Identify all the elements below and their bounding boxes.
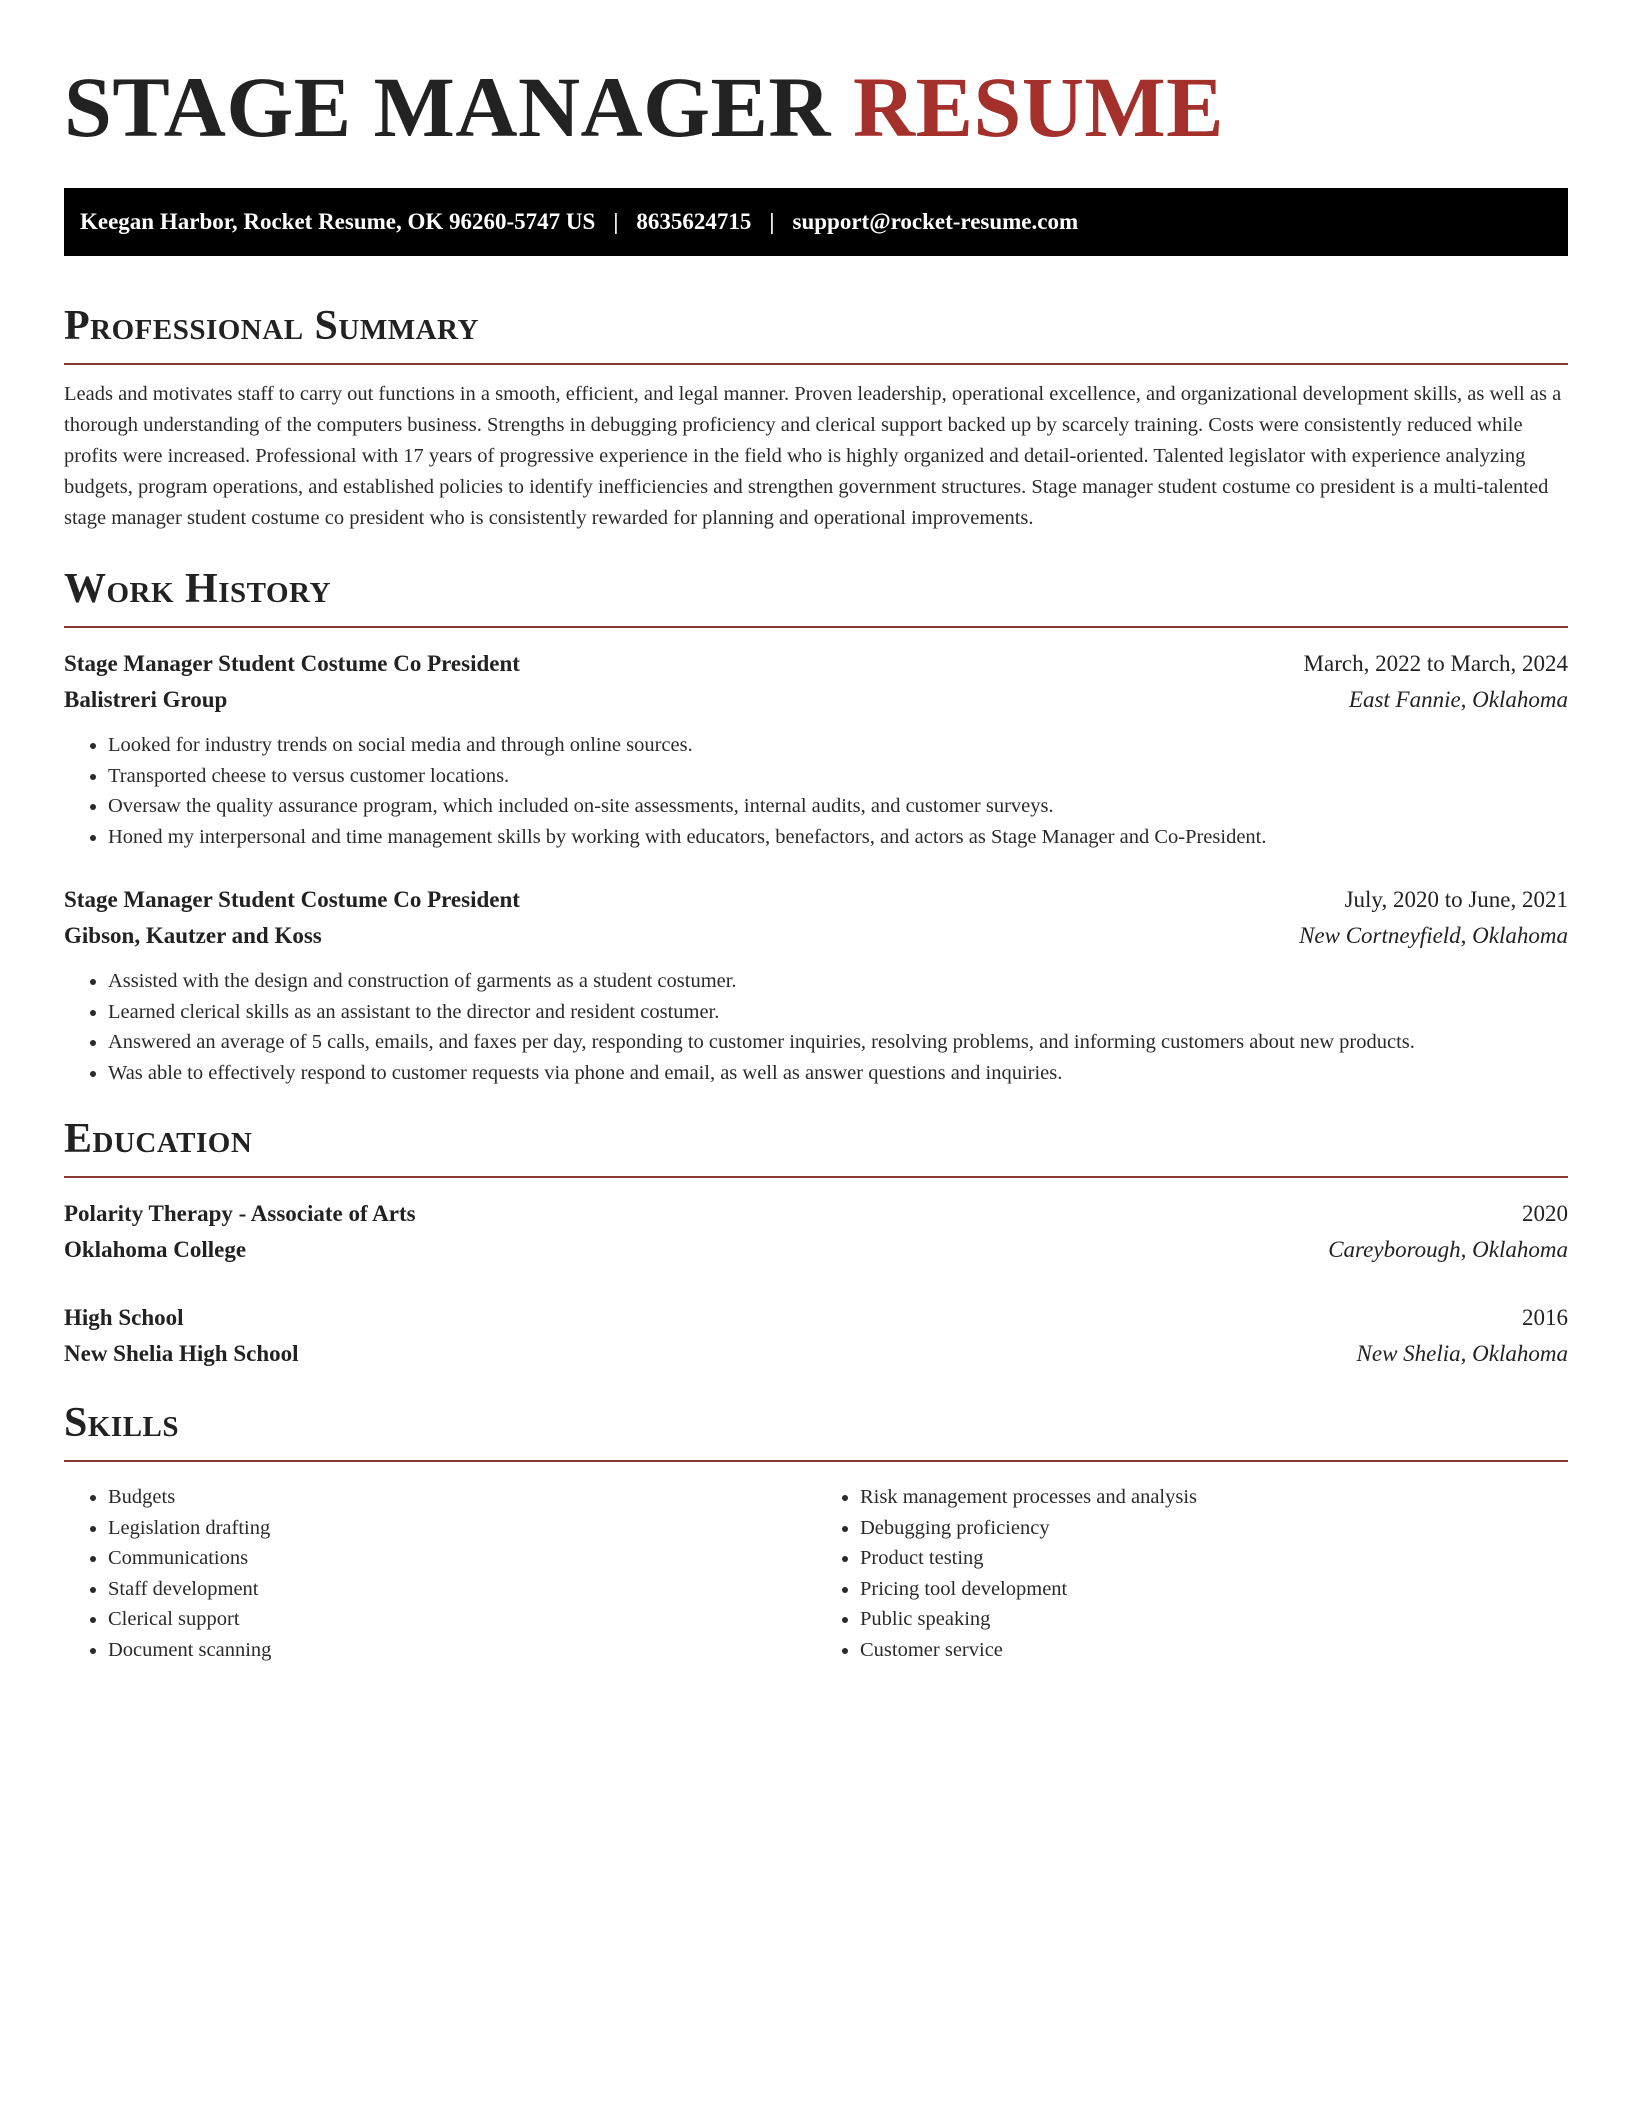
job-location: New Cortneyfield, Oklahoma <box>1299 923 1568 948</box>
education-location: New Shelia, Oklahoma <box>1356 1341 1568 1366</box>
job-bullet: • Looked for industry trends on social media and through online sources. <box>108 730 1568 761</box>
contact-email: support@rocket-resume.com <box>792 209 1079 234</box>
skills-section <box>64 1402 1568 1665</box>
summary-section <box>64 305 1568 534</box>
section-divider <box>64 363 1568 365</box>
work-history-heading: Work History <box>64 566 331 612</box>
education-degree-row <box>64 1196 1568 1232</box>
job-bullet: • Transported cheese to versus customer locations. <box>108 761 1568 792</box>
job-dates: July, 2020 to June, 2021 <box>1344 887 1568 912</box>
job-bullet: • Learned clerical skills as an assistant to the director and resident costumer. <box>108 997 1568 1028</box>
job-dates: March, 2022 to March, 2024 <box>1303 651 1568 676</box>
job-bullet: • Was able to effectively respond to customer requests via phone and email, as well as answer questions and inquiries. <box>108 1058 1568 1089</box>
job-company: Gibson, Kautzer and Koss <box>64 923 322 948</box>
skill-item: • Clerical support <box>108 1604 816 1635</box>
title-role: STAGE MANAGER <box>64 59 832 155</box>
section-divider <box>64 626 1568 628</box>
job-bullet: • Answered an average of 5 calls, emails, and faxes per day, responding to customer inquiries, resolving problems, and informing customers about new products. <box>108 1027 1568 1058</box>
resume-title <box>64 59 1568 155</box>
skill-item: • Communications <box>108 1543 816 1574</box>
job-bullet: • Assisted with the design and construction of garments as a student costumer. <box>108 966 1568 997</box>
education-degree: Polarity Therapy - Associate of Arts <box>64 1201 416 1226</box>
contact-phone: 8635624715 <box>636 209 752 234</box>
contact-separator: | <box>769 209 775 234</box>
skills-columns <box>64 1480 1568 1665</box>
job-title: Stage Manager Student Costume Co President <box>64 651 520 676</box>
skill-item: • Risk management processes and analysis <box>860 1482 1568 1513</box>
job-bullets <box>64 730 1568 852</box>
job-company: Balistreri Group <box>64 687 228 712</box>
job-entry <box>64 882 1568 1088</box>
education-school: Oklahoma College <box>64 1237 247 1262</box>
education-degree-row <box>64 1300 1568 1336</box>
education-year: 2020 <box>1522 1201 1568 1226</box>
contact-address: Keegan Harbor, Rocket Resume, OK 96260-5747 US <box>80 209 596 234</box>
contact-bar <box>64 188 1568 256</box>
section-divider <box>64 1176 1568 1178</box>
education-school-row <box>64 1336 1568 1372</box>
education-year: 2016 <box>1522 1305 1568 1330</box>
job-title: Stage Manager Student Costume Co President <box>64 887 520 912</box>
skill-item: • Debugging proficiency <box>860 1513 1568 1544</box>
education-degree: High School <box>64 1305 184 1330</box>
skill-item: • Staff development <box>108 1574 816 1605</box>
summary-heading: Professional Summary <box>64 303 479 349</box>
job-company-row <box>64 918 1568 954</box>
skills-heading: Skills <box>64 1400 180 1446</box>
skills-list-left <box>64 1482 816 1665</box>
job-header-row <box>64 882 1568 918</box>
title-resume-word: RESUME <box>853 59 1224 155</box>
work-history-section <box>64 568 1568 1088</box>
skill-item: • Customer service <box>860 1635 1568 1666</box>
education-school-row <box>64 1232 1568 1268</box>
section-divider <box>64 1460 1568 1462</box>
summary-text: Leads and motivates staff to carry out functions in a smooth, efficient, and legal manner. Proven leadership, operational excellence, and organizational development skills, as well as a thorough understanding of the computers business. Strengths in debugging proficiency and clerical support backed up by scarcely training. Costs were consistently reduced while profits were increased. Professional with 17 years of progressive experience in the field who is highly organized and detail-oriented. Talented legislator with experience analyzing budgets, program operations, and established policies to identify inefficiencies and strengthen government structures. Stage manager student costume co president is a multi-talented stage manager student costume co president who is consistently rewarded for planning and operational improvements. <box>64 383 1562 529</box>
job-bullet: • Oversaw the quality assurance program, which included on-site assessments, internal audits, and customer surveys. <box>108 791 1568 822</box>
skill-item: • Pricing tool development <box>860 1574 1568 1605</box>
job-location: East Fannie, Oklahoma <box>1348 687 1568 712</box>
education-heading: Education <box>64 1116 253 1162</box>
skill-item: • Public speaking <box>860 1604 1568 1635</box>
skill-item: • Document scanning <box>108 1635 816 1666</box>
skill-item: • Legislation drafting <box>108 1513 816 1544</box>
skill-item: • Budgets <box>108 1482 816 1513</box>
skills-list-right <box>816 1482 1568 1665</box>
skill-item: • Product testing <box>860 1543 1568 1574</box>
job-header-row <box>64 646 1568 682</box>
education-section <box>64 1118 1568 1372</box>
job-bullet: • Honed my interpersonal and time management skills by working with educators, benefactors, and actors as Stage Manager and Co-President. <box>108 822 1568 853</box>
job-entry <box>64 646 1568 852</box>
job-bullets <box>64 966 1568 1088</box>
education-entry <box>64 1196 1568 1268</box>
education-location: Careyborough, Oklahoma <box>1328 1237 1568 1262</box>
job-company-row <box>64 682 1568 718</box>
contact-separator: | <box>613 209 619 234</box>
education-school: New Shelia High School <box>64 1341 299 1366</box>
education-entry <box>64 1300 1568 1372</box>
